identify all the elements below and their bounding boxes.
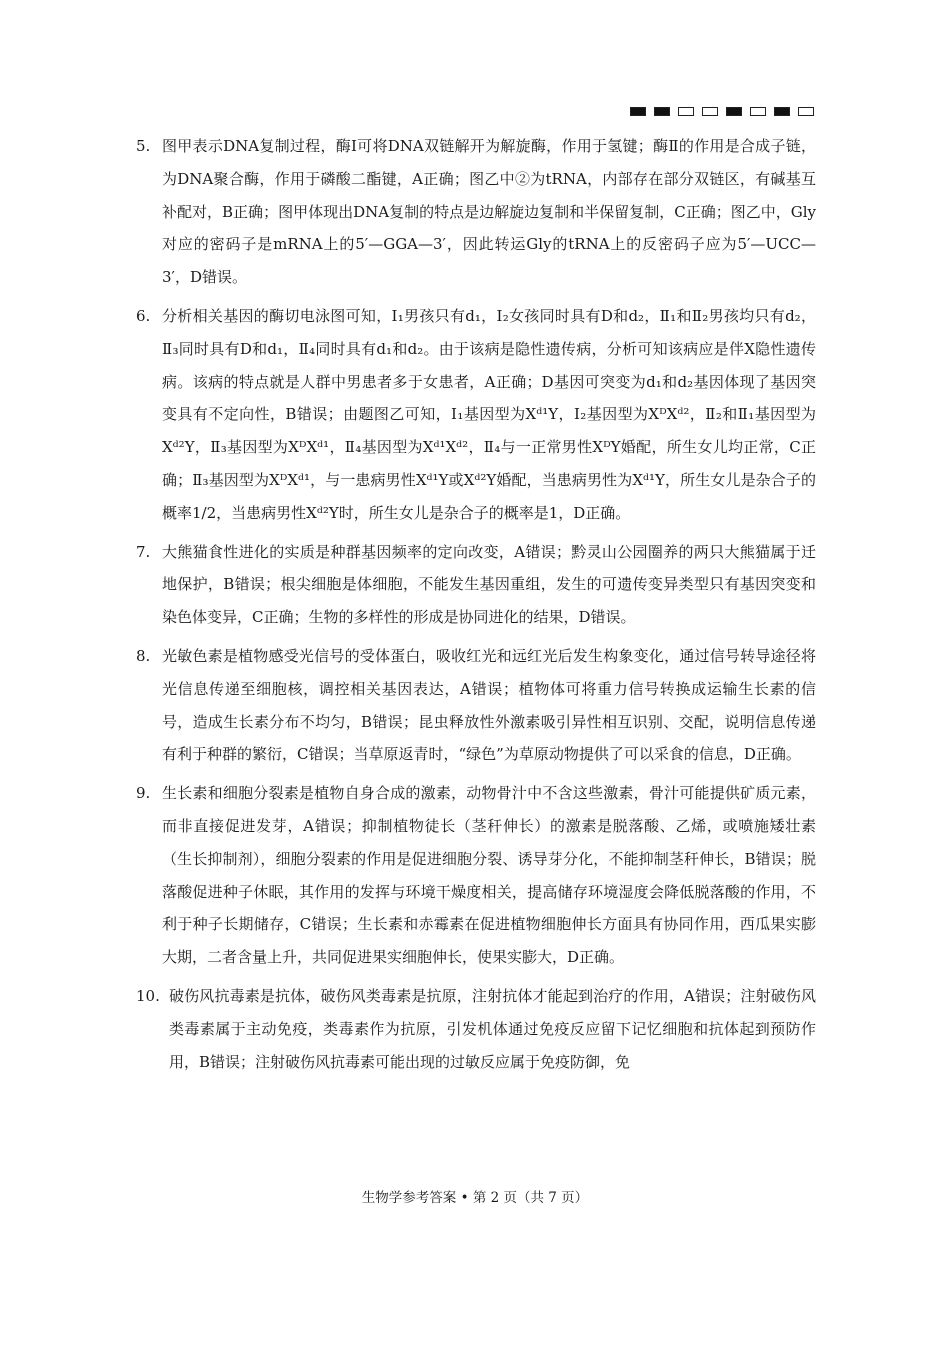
header-mark — [774, 107, 790, 116]
answer-item-8 — [136, 640, 816, 771]
header-mark — [630, 107, 646, 116]
header-marks — [630, 107, 814, 116]
header-mark — [750, 107, 766, 116]
answer-number: 9. — [136, 784, 151, 803]
header-mark — [654, 107, 670, 116]
header-mark — [726, 107, 742, 116]
answer-text: 生长素和细胞分裂素是植物自身合成的激素，动物骨汁中不含这些激素，骨汁可能提供矿质元素，而非直接促进发芽，A错误；抑制植物徒长（茎秆伸长）的激素是脱落酸、乙烯，或喷施矮壮素（生长抑制剂），细胞分裂素的作用是促进细胞分裂、诱导芽分化，不能抑制茎秆伸长，B错误；脱落酸促进种子休眠，其作用的发挥与环境干燥度相关，提高储存环境湿度会降低脱落酸的作用，不利于种子长期储存，C错误；生长素和赤霉素在促进植物细胞伸长方面具有协同作用，西瓜果实膨大期，二者含量上升，共同促进果实细胞伸长，使果实膨大，D正确。 — [162, 784, 816, 967]
header-mark — [798, 107, 814, 116]
answer-number: 10. — [136, 986, 160, 1005]
answer-text: 光敏色素是植物感受光信号的受体蛋白，吸收红光和远红光后发生构象变化，通过信号转导途径将光信息传递至细胞核，调控相关基因表达，A错误；植物体可将重力信号转换成运输生长素的信号，造成生长素分布不均匀，B错误；昆虫释放性外激素吸引异性相互识别、交配，说明信息传递有利于种群的繁衍，C错误；当草原返青时，“绿色”为草原动物提供了可以采食的信息，D正确。 — [162, 646, 816, 764]
answer-text: 大熊猫食性进化的实质是种群基因频率的定向改变，A错误；黔灵山公园圈养的两只大熊猫属于迁地保护，B错误；根尖细胞是体细胞，不能发生基因重组，发生的可遗传变异类型只有基因突变和染色体变异，C正确；生物的多样性的形成是协同进化的结果，D错误。 — [162, 542, 816, 627]
answer-number: 6. — [136, 306, 151, 325]
answer-item-5 — [136, 130, 816, 294]
answer-number: 5. — [136, 137, 151, 155]
header-mark — [702, 107, 718, 116]
answer-item-6 — [136, 300, 816, 530]
header-mark — [678, 107, 694, 116]
answer-text: 分析相关基因的酶切电泳图可知，Ⅰ₁男孩只有d₁，Ⅰ₂女孩同时具有D和d₂，Ⅱ₁和Ⅱ₂男孩均只有d₂，Ⅱ₃同时具有D和d₁，Ⅱ₄同时具有d₁和d₂。由于该病是隐性遗传病，分析可知该病应是伴X隐性遗传病。该病的特点就是人群中男患者多于女患者，A正确；D基因可突变为d₁和d₂基因体现了基因突变具有不定向性，B错误；由题图乙可知，Ⅰ₁基因型为Xᵈ¹Y，Ⅰ₂基因型为XᴰXᵈ²，Ⅱ₂和Ⅱ₁基因型为Xᵈ²Y，Ⅱ₃基因型为XᴰXᵈ¹，Ⅱ₄基因型为Xᵈ¹Xᵈ²，Ⅱ₄与一正常男性XᴰY婚配，所生女儿均正常，C正确；Ⅱ₃基因型为XᴰXᵈ¹，与一患病男性Xᵈ¹Y或Xᵈ²Y婚配，当患病男性为Xᵈ¹Y，所生女儿是杂合子的概率1/2，当患病男性Xᵈ²Y时，所生女儿是杂合子的概率是1，D正确。 — [162, 306, 816, 522]
answer-text: 破伤风抗毒素是抗体，破伤风类毒素是抗原，注射抗体才能起到治疗的作用，A错误；注射破伤风类毒素属于主动免疫，类毒素作为抗原，引发机体通过免疫反应留下记忆细胞和抗体起到预防作用，B错误；注射破伤风抗毒素可能出现的过敏反应属于免疫防御，免 — [169, 986, 816, 1071]
answer-content — [136, 130, 816, 1084]
answer-number: 8. — [136, 646, 151, 665]
answer-item-9 — [136, 777, 816, 974]
answer-number: 7. — [136, 542, 151, 561]
answer-item-7 — [136, 536, 816, 634]
page-footer: 生物学参考答案 • 第 2 页（共 7 页） — [361, 1190, 589, 1206]
answer-text: 图甲表示DNA复制过程，酶Ⅰ可将DNA双链解开为解旋酶，作用于氢键；酶Ⅱ的作用是合成子链，为DNA聚合酶，作用于磷酸二酯键，A正确；图乙中②为tRNA，内部存在部分双链区，有碱基互补配对，B正确；图甲体现出DNA复制的特点是边解旋边复制和半保留复制，C正确；图乙中，Gly对应的密码子是mRNA上的5′—GGA—3′，因此转运Gly的tRNA上的反密码子应为5′—UCC—3′，D错误。 — [162, 137, 816, 287]
answer-item-10 — [136, 980, 816, 1078]
